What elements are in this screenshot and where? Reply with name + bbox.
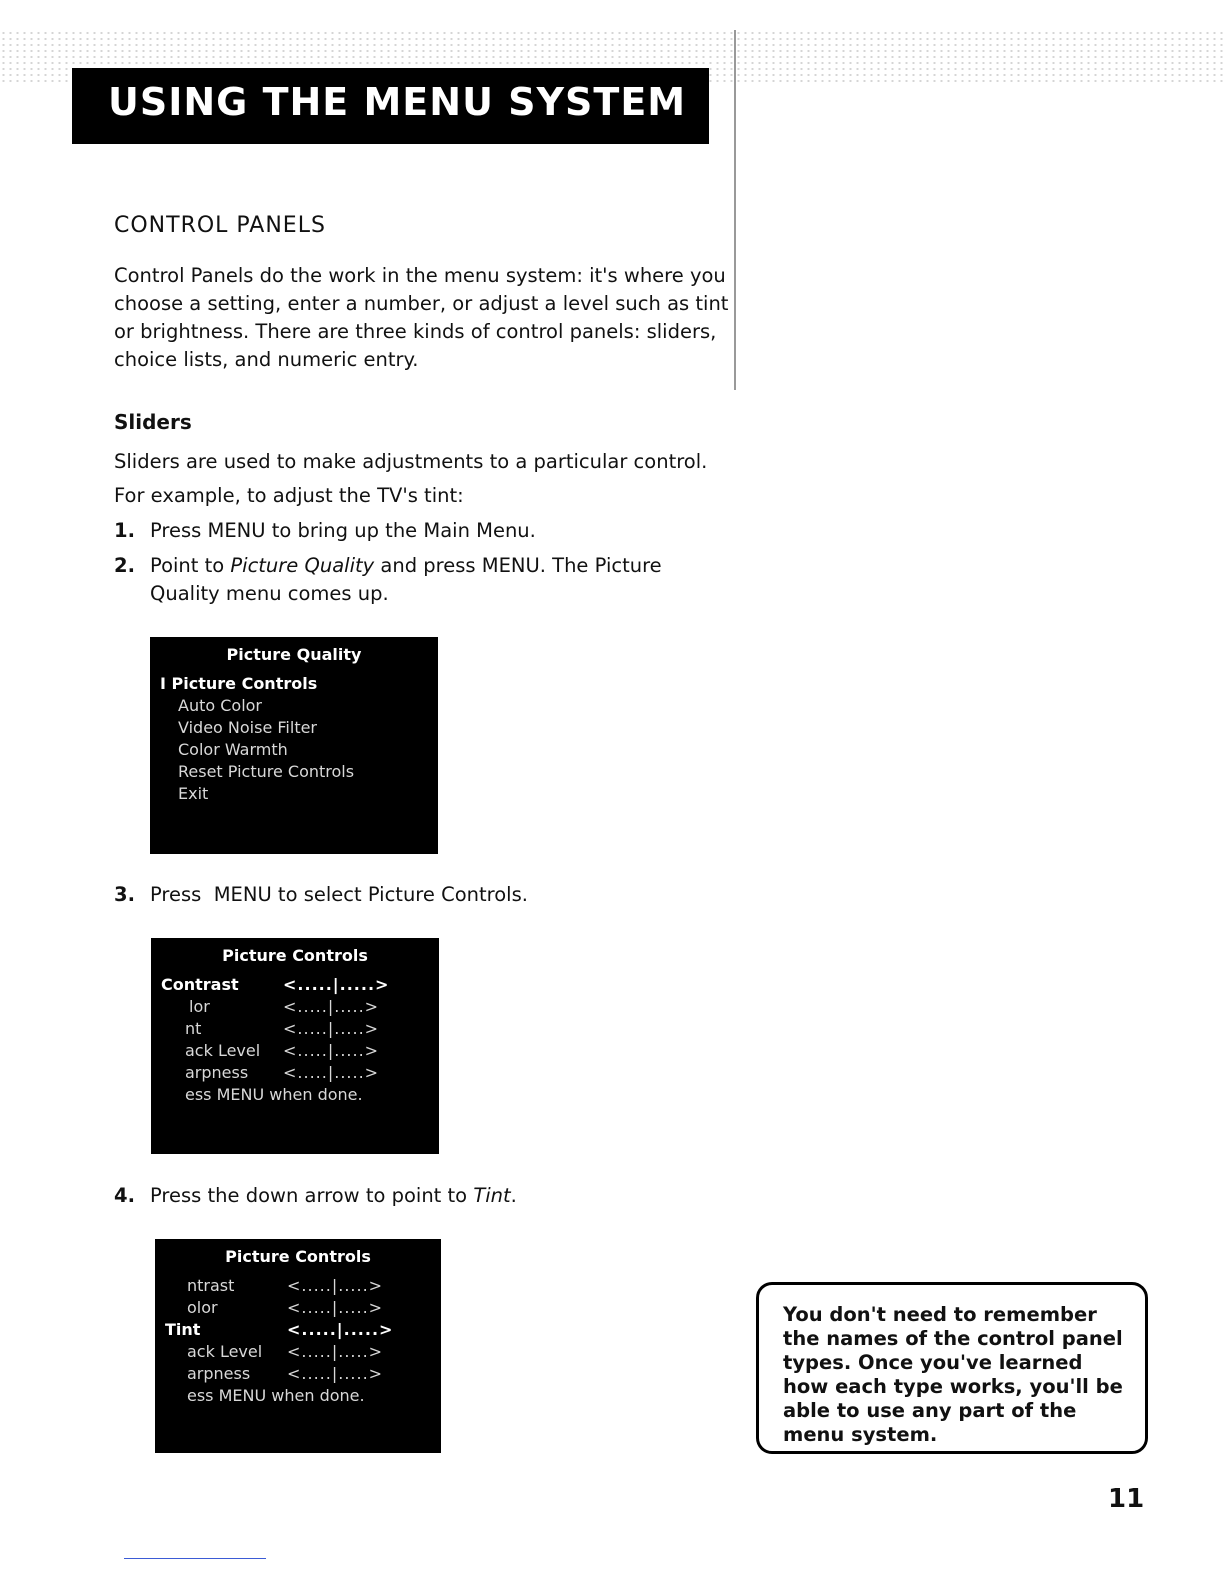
screen-title: Picture Controls [222, 946, 368, 965]
header-title: USING THE MENU SYSTEM [108, 80, 687, 124]
step-3 [114, 881, 714, 909]
page-header [72, 68, 709, 144]
column-divider [734, 30, 736, 390]
step-text: Point to Picture Quality and press MENU. The Picture Quality menu comes up. [150, 554, 662, 605]
step-text: Press MENU to select Picture Controls. [150, 883, 528, 906]
step-text: Press the down arrow to point to Tint. [150, 1184, 517, 1207]
step-text: Press MENU to bring up the Main Menu. [150, 519, 536, 542]
picture-controls-screen-contrast: Picture Controls Contrast <.....|.....> lor <.....|.....> nt <.....|.....> ack Level <.....|.....> arpness <.....|.....> ess MENU when done. [151, 938, 439, 1154]
sliders-intro-2: For example, to adjust the TV's tint: [114, 484, 464, 507]
page-number: 11 [1108, 1484, 1145, 1514]
screen-title: Picture Quality [226, 645, 362, 664]
step-number: 4. [114, 1184, 135, 1207]
step-emphasis: Tint [473, 1184, 511, 1207]
step-1 [114, 517, 714, 545]
screen-title: Picture Controls [225, 1247, 371, 1266]
step-2 [114, 552, 694, 608]
picture-quality-screen: Picture Quality I Picture Controls Auto Color Video Noise Filter Color Warmth Reset Picture Controls Exit [150, 637, 438, 854]
step-number: 3. [114, 883, 135, 906]
sliders-heading: Sliders [114, 410, 192, 434]
section-title: CONTROL PANELS [114, 213, 326, 238]
sliders-intro-1: Sliders are used to make adjustments to a particular control. [114, 450, 708, 473]
section-intro: Control Panels do the work in the menu system: it's where you choose a setting, enter a number, or adjust a level such as tint or brightness. There are three kinds of control panels: sliders, choice lists, and numeric entry. [114, 264, 729, 371]
step-number: 2. [114, 554, 135, 577]
step-emphasis: Picture Quality [230, 554, 375, 577]
picture-controls-screen-tint: Picture Controls ntrast <.....|.....> olor <.....|.....> Tint <.....|.....> ack Level <.....|.....> arpness <.....|.....> ess MENU when done. [155, 1239, 441, 1453]
tip-text: You don't need to remember the names of the control panel types. Once you've learned how each type works, you'll be able to use any part of the menu system. [783, 1303, 1123, 1446]
step-number: 1. [114, 519, 135, 542]
step-4 [114, 1182, 714, 1210]
tip-callout [756, 1282, 1148, 1454]
footer-rule [124, 1558, 266, 1559]
